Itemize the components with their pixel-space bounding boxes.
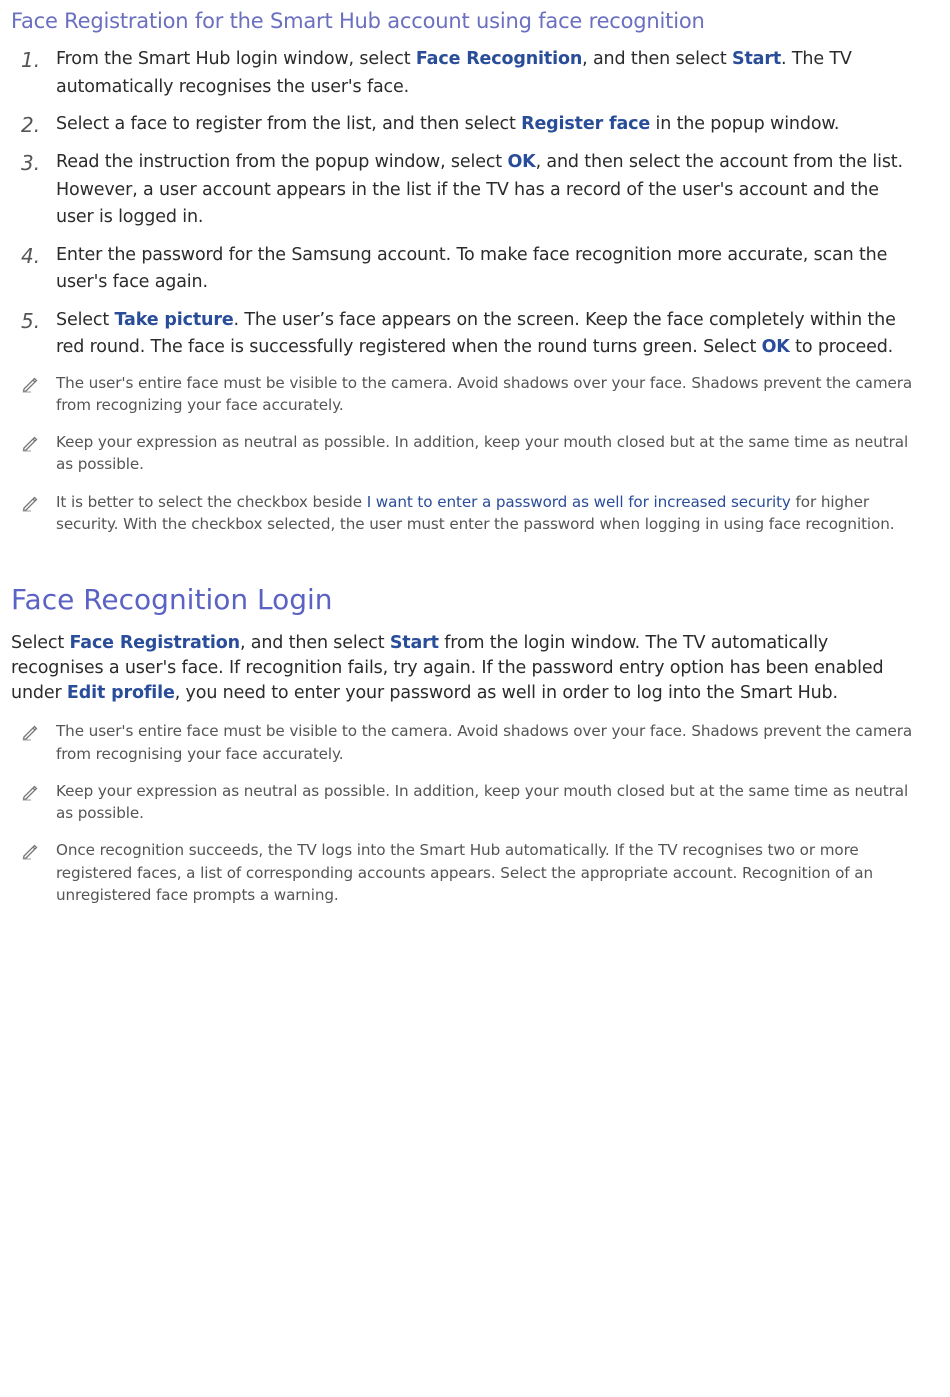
text-run: . The TV automatically recognises the user's face. <box>56 49 852 97</box>
highlight-term: Face Registration <box>69 633 240 654</box>
text-run: Once recognition succeeds, the TV logs into the Smart Hub automatically. If the TV recognises two or more registered faces, a list of corresponding accounts appears. Select the appropriate account. Recognition of an unregistered face prompts a warning. <box>56 841 873 905</box>
text-run: Read the instruction from the popup window, select <box>56 152 508 172</box>
step-item <box>11 149 920 232</box>
step-item <box>11 242 920 297</box>
step-text <box>56 149 920 232</box>
highlight-term: OK <box>761 337 790 357</box>
note-item <box>11 780 920 825</box>
text-run: The user's entire face must be visible to the camera. Avoid shadows over your face. Shadows prevent the camera from recognizing your face accurately. <box>56 373 913 414</box>
text-run: The user's entire face must be visible to the camera. Avoid shadows over your face. Shadows prevent the camera from recognising your face accurately. <box>56 722 913 763</box>
text-run: from the login window. The TV automatically recognises a user's face. If recognition fails, try again. If the password entry option has been enabled under <box>11 633 884 704</box>
text-run: to proceed. <box>789 337 894 357</box>
text-run: Select <box>11 633 70 654</box>
step-item <box>11 46 920 101</box>
text-run: Enter the password for the Samsung account. To make face recognition more accurate, scan the user's face again. <box>56 244 888 292</box>
text-run: Select a face to register from the list, and then select <box>56 114 522 134</box>
notes-list <box>11 372 920 536</box>
text-run: Keep your expression as neutral as possible. In addition, keep your mouth closed but at the same time as neutral as possible. <box>56 781 909 823</box>
note-text <box>56 839 920 906</box>
highlight-term: Edit profile <box>66 683 175 704</box>
step-item <box>11 307 920 362</box>
pencil-note-icon <box>11 431 56 476</box>
pencil-note-icon <box>11 372 56 417</box>
step-number: 4. <box>21 243 41 268</box>
note-text <box>56 491 920 536</box>
text-run: in the popup window. <box>650 114 840 134</box>
text-run: . The user’s face appears on the screen. Keep the face completely within the red round. The face is successfully registered when the round turns green. Select <box>56 309 896 357</box>
note-item <box>11 431 920 476</box>
highlight-term: Register face <box>521 114 651 134</box>
pencil-note-icon <box>11 491 56 536</box>
text-run: , and then select <box>582 49 733 69</box>
step-number: 2. <box>21 113 41 137</box>
text-run: , and then select the account from the list. However, a user account appears in the list if the TV has a record of the user's account and the user is logged in. <box>56 152 903 227</box>
steps-list <box>11 46 920 362</box>
highlight-term: OK <box>507 152 536 172</box>
text-run: for higher security. With the checkbox selected, the user must enter the password when logging in using face recognition. <box>56 492 895 533</box>
highlight-term: Start <box>732 49 782 69</box>
text-run: Keep your expression as neutral as possible. In addition, keep your mouth closed but at the same time as neutral as possible. <box>56 433 909 474</box>
step-text <box>56 46 920 101</box>
note-item <box>11 720 920 765</box>
notes-list <box>11 720 920 906</box>
step-item <box>11 111 920 139</box>
pencil-note-icon <box>11 720 56 765</box>
highlight-term: Start <box>389 633 439 654</box>
step-number: 3. <box>21 151 41 175</box>
note-text <box>56 431 920 476</box>
highlight-term: Face Recognition <box>415 49 583 69</box>
text-run: From the Smart Hub login window, select <box>56 49 416 69</box>
step-number: 5. <box>21 308 41 333</box>
section-subheading: Face Registration for the Smart Hub account using face recognition <box>11 9 705 33</box>
text-run: Select <box>56 309 115 330</box>
note-item <box>11 839 920 906</box>
text-run: , and then select <box>239 633 390 654</box>
note-item <box>11 491 920 536</box>
note-item <box>11 372 920 417</box>
body-paragraph <box>11 631 920 706</box>
pencil-note-icon <box>11 780 56 825</box>
section-heading: Face Recognition Login <box>11 583 333 617</box>
text-run: , you need to enter your password as well in order to log into the Smart Hub. <box>174 683 838 704</box>
step-text <box>56 111 839 139</box>
highlight-term: I want to enter a password as well for increased security <box>366 492 791 511</box>
highlight-term: Take picture <box>114 309 234 330</box>
pencil-note-icon <box>11 839 56 906</box>
text-run: It is better to select the checkbox beside <box>56 492 367 511</box>
note-text <box>56 720 920 765</box>
note-text <box>56 780 920 825</box>
note-text <box>56 372 920 417</box>
step-number: 1. <box>21 48 41 72</box>
step-text <box>56 307 920 362</box>
step-text <box>56 242 920 297</box>
